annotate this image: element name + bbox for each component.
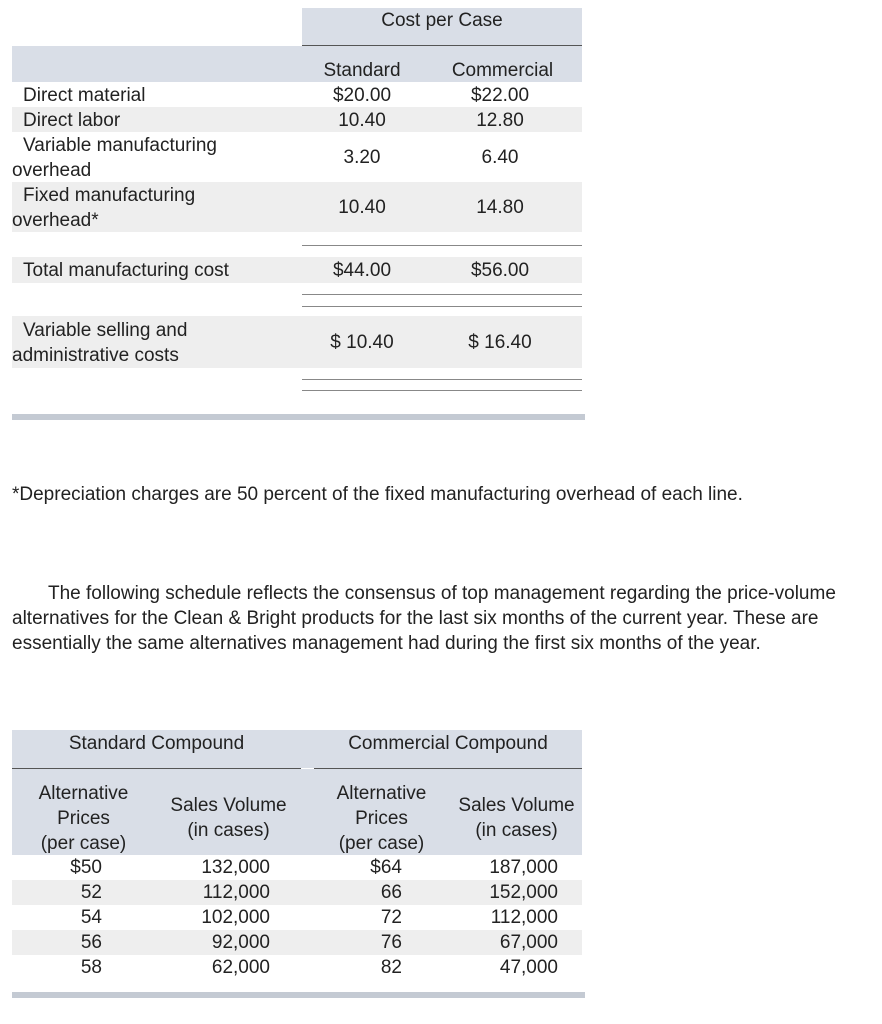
commercial-value: 6.40 <box>481 147 519 168</box>
total-double-rule <box>302 294 582 295</box>
standard-value: 10.40 <box>338 110 386 131</box>
volume-cell: 112,000 <box>490 907 558 928</box>
price-cell: 54 <box>80 907 102 928</box>
commercial-compound-title: Commercial Compound <box>348 733 548 754</box>
selling-double-rule <box>302 379 582 380</box>
selling-commercial: $ 16.40 <box>468 332 532 353</box>
header-line: (per case) <box>338 833 425 854</box>
price-cell: 72 <box>380 907 402 928</box>
volume-cell: 47,000 <box>499 957 558 978</box>
standard-prices-column <box>40 855 102 980</box>
row-label: Variable manufacturing <box>23 135 217 156</box>
commercial-volumes-column <box>458 855 558 980</box>
total-commercial: $56.00 <box>470 260 530 281</box>
selling-label-continued: administrative costs <box>12 345 179 366</box>
row-label: Direct labor <box>23 110 121 131</box>
price-cell: 52 <box>80 882 102 903</box>
commercial-value: 12.80 <box>476 110 524 131</box>
price-cell: 76 <box>380 932 402 953</box>
commercial-value: $22.00 <box>470 85 530 106</box>
cost-table-bottom-bar <box>12 414 585 420</box>
header-line: Alternative <box>336 783 427 804</box>
commercial-prices-column <box>340 855 402 980</box>
volume-cell: 62,000 <box>211 957 270 978</box>
cost-table-caption: Cost per Case <box>381 10 503 31</box>
commercial-price-header <box>324 781 439 856</box>
standard-volumes-column <box>170 855 270 980</box>
row-label: Direct material <box>23 85 146 106</box>
header-line: Sales Volume <box>458 795 575 816</box>
volume-cell: 187,000 <box>489 857 558 878</box>
standard-value: 3.20 <box>343 147 381 168</box>
schedule-bottom-bar <box>12 992 585 998</box>
header-line: Prices <box>355 808 408 829</box>
volume-cell: 132,000 <box>201 857 270 878</box>
price-cell: $64 <box>370 857 402 878</box>
row-label-continued: overhead <box>12 160 92 181</box>
header-line: (in cases) <box>187 820 270 841</box>
column-header-commercial: Commercial <box>451 60 554 81</box>
footnote: *Depreciation charges are 50 percent of the fixed manufacturing overhead of each line. <box>12 484 743 505</box>
price-cell: 58 <box>80 957 102 978</box>
commercial-value: 14.80 <box>476 197 524 218</box>
volume-cell: 92,000 <box>211 932 270 953</box>
standard-price-header <box>26 781 141 856</box>
price-cell: 56 <box>80 932 102 953</box>
row-label-continued: overhead* <box>12 210 99 231</box>
column-header-standard: Standard <box>323 60 401 81</box>
price-cell: $50 <box>70 857 102 878</box>
total-standard: $44.00 <box>332 260 392 281</box>
row-label: Fixed manufacturing <box>23 185 196 206</box>
selling-double-rule <box>302 390 582 391</box>
volume-cell: 102,000 <box>201 907 270 928</box>
price-cell: 66 <box>380 882 402 903</box>
standard-value: $20.00 <box>332 85 392 106</box>
standard-volume-header <box>156 793 301 843</box>
selling-standard: $ 10.40 <box>330 332 394 353</box>
volume-cell: 67,000 <box>499 932 558 953</box>
volume-cell: 112,000 <box>202 882 270 903</box>
intro-paragraph: The following schedule reflects the consensus of top management regarding the price-volume alternatives for the Clean & Bright products for the last six months of the current year. These are essentially the same alternatives management had during the first six months of the year. <box>12 583 836 654</box>
price-cell: 82 <box>380 957 402 978</box>
commercial-volume-header <box>444 793 589 843</box>
header-line: Alternative <box>38 783 129 804</box>
header-line: (in cases) <box>475 820 558 841</box>
header-line: Sales Volume <box>170 795 287 816</box>
standard-compound-title: Standard Compound <box>68 733 245 754</box>
total-label: Total manufacturing cost <box>23 260 229 281</box>
header-line: Prices <box>57 808 110 829</box>
subtotal-rule <box>302 245 582 246</box>
header-line: (per case) <box>40 833 127 854</box>
selling-label: Variable selling and <box>23 320 188 341</box>
volume-cell: 152,000 <box>489 882 558 903</box>
standard-value: 10.40 <box>338 197 386 218</box>
total-double-rule <box>302 306 582 307</box>
